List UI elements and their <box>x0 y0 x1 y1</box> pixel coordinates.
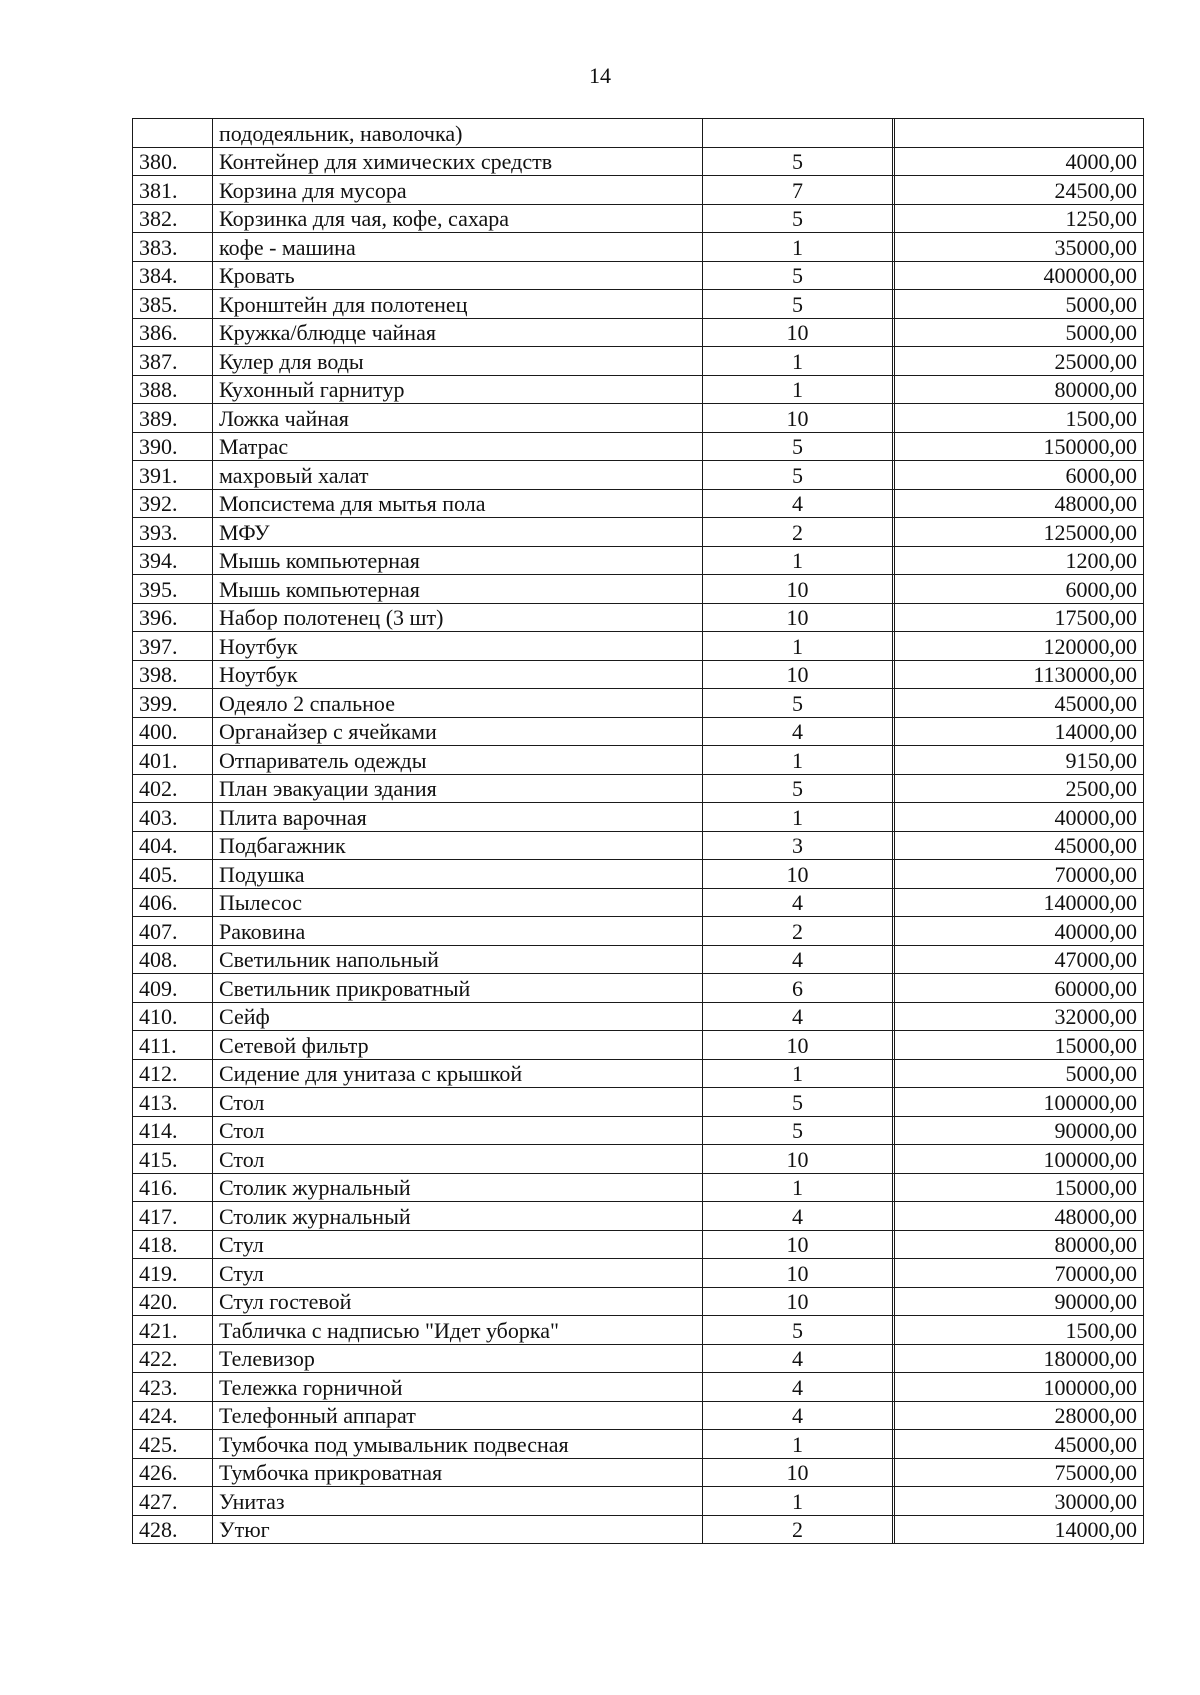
item-name-cell: Набор полотенец (3 шт) <box>213 603 703 632</box>
row-number-cell: 398. <box>133 660 213 689</box>
quantity-cell: 4 <box>703 717 893 746</box>
quantity-cell: 1 <box>703 1487 893 1516</box>
table-row <box>133 945 1144 974</box>
table-row <box>133 461 1144 490</box>
amount-cell: 32000,00 <box>895 1002 1144 1031</box>
row-number-cell: 397. <box>133 632 213 661</box>
item-name-cell: Мышь компьютерная <box>213 546 703 575</box>
table-row <box>133 1458 1144 1487</box>
row-number-cell: 409. <box>133 974 213 1003</box>
quantity-cell <box>703 119 893 148</box>
quantity-cell: 5 <box>703 689 893 718</box>
amount-cell: 1500,00 <box>895 1316 1144 1345</box>
row-number-cell: 405. <box>133 860 213 889</box>
quantity-cell: 4 <box>703 1344 893 1373</box>
amount-cell: 5000,00 <box>895 318 1144 347</box>
item-name-cell: Ложка чайная <box>213 404 703 433</box>
row-number-cell: 382. <box>133 204 213 233</box>
quantity-cell: 1 <box>703 233 893 262</box>
quantity-cell: 5 <box>703 461 893 490</box>
row-number-cell: 404. <box>133 831 213 860</box>
amount-cell: 45000,00 <box>895 1430 1144 1459</box>
table-row <box>133 632 1144 661</box>
row-number-cell: 395. <box>133 575 213 604</box>
table-row <box>133 1344 1144 1373</box>
row-number-cell: 383. <box>133 233 213 262</box>
item-name-cell: МФУ <box>213 518 703 547</box>
item-name-cell: Табличка с надписью "Идет уборка" <box>213 1316 703 1345</box>
table-row <box>133 1287 1144 1316</box>
quantity-cell: 3 <box>703 831 893 860</box>
item-name-cell: Кружка/блюдце чайная <box>213 318 703 347</box>
row-number-cell: 402. <box>133 774 213 803</box>
row-number-cell: 408. <box>133 945 213 974</box>
item-name-cell: Столик журнальный <box>213 1173 703 1202</box>
row-number-cell: 414. <box>133 1116 213 1145</box>
table-row <box>133 404 1144 433</box>
row-number-cell: 426. <box>133 1458 213 1487</box>
item-name-cell: Унитаз <box>213 1487 703 1516</box>
item-name-cell: Подбагажник <box>213 831 703 860</box>
quantity-cell: 4 <box>703 888 893 917</box>
row-number-cell: 391. <box>133 461 213 490</box>
row-number-cell: 410. <box>133 1002 213 1031</box>
amount-cell: 35000,00 <box>895 233 1144 262</box>
amount-cell: 75000,00 <box>895 1458 1144 1487</box>
table-row <box>133 489 1144 518</box>
amount-cell: 70000,00 <box>895 860 1144 889</box>
row-number-cell: 418. <box>133 1230 213 1259</box>
table-row <box>133 660 1144 689</box>
quantity-cell: 5 <box>703 290 893 319</box>
item-name-cell: План эвакуации здания <box>213 774 703 803</box>
item-name-cell: Кулер для воды <box>213 347 703 376</box>
row-number-cell: 407. <box>133 917 213 946</box>
table-row <box>133 1515 1144 1544</box>
table-row <box>133 1430 1144 1459</box>
table-row <box>133 347 1144 376</box>
item-name-cell: Ноутбук <box>213 632 703 661</box>
row-number-cell: 385. <box>133 290 213 319</box>
item-name-cell: Контейнер для химических средств <box>213 147 703 176</box>
amount-cell: 100000,00 <box>895 1145 1144 1174</box>
quantity-cell: 5 <box>703 1116 893 1145</box>
item-name-cell: Мопсистема для мытья пола <box>213 489 703 518</box>
amount-cell: 80000,00 <box>895 1230 1144 1259</box>
row-number-cell: 390. <box>133 432 213 461</box>
row-number-cell: 392. <box>133 489 213 518</box>
quantity-cell: 1 <box>703 1173 893 1202</box>
table-row <box>133 917 1144 946</box>
quantity-cell: 1 <box>703 1059 893 1088</box>
quantity-cell: 5 <box>703 204 893 233</box>
quantity-cell: 10 <box>703 860 893 889</box>
table-row <box>133 318 1144 347</box>
table-row <box>133 1401 1144 1430</box>
row-number-cell: 399. <box>133 689 213 718</box>
amount-cell: 1500,00 <box>895 404 1144 433</box>
amount-cell: 1200,00 <box>895 546 1144 575</box>
quantity-cell: 1 <box>703 375 893 404</box>
amount-cell: 100000,00 <box>895 1373 1144 1402</box>
quantity-cell: 5 <box>703 432 893 461</box>
table-row <box>133 1316 1144 1345</box>
amount-cell: 1250,00 <box>895 204 1144 233</box>
table-row <box>133 689 1144 718</box>
row-number-cell: 388. <box>133 375 213 404</box>
row-number-cell: 386. <box>133 318 213 347</box>
item-name-cell: Стул <box>213 1230 703 1259</box>
row-number-cell: 406. <box>133 888 213 917</box>
amount-cell: 90000,00 <box>895 1116 1144 1145</box>
item-name-cell: Сетевой фильтр <box>213 1031 703 1060</box>
amount-cell: 80000,00 <box>895 375 1144 404</box>
table-row <box>133 803 1144 832</box>
item-name-cell: Сидение для унитаза с крышкой <box>213 1059 703 1088</box>
item-name-cell: Стол <box>213 1116 703 1145</box>
row-number-cell: 396. <box>133 603 213 632</box>
amount-cell: 6000,00 <box>895 461 1144 490</box>
amount-cell: 6000,00 <box>895 575 1144 604</box>
item-name-cell: кофе - машина <box>213 233 703 262</box>
row-number-cell: 417. <box>133 1202 213 1231</box>
item-name-cell: Плита варочная <box>213 803 703 832</box>
table-row <box>133 1259 1144 1288</box>
amount-cell: 2500,00 <box>895 774 1144 803</box>
amount-cell: 45000,00 <box>895 831 1144 860</box>
quantity-cell: 4 <box>703 1401 893 1430</box>
quantity-cell: 1 <box>703 746 893 775</box>
amount-cell: 25000,00 <box>895 347 1144 376</box>
table-row <box>133 774 1144 803</box>
amount-cell: 40000,00 <box>895 803 1144 832</box>
table-row <box>133 432 1144 461</box>
quantity-cell: 4 <box>703 945 893 974</box>
quantity-cell: 2 <box>703 518 893 547</box>
quantity-cell: 7 <box>703 176 893 205</box>
item-name-cell: Утюг <box>213 1515 703 1544</box>
item-name-cell: Ноутбук <box>213 660 703 689</box>
item-name-cell: Тележка горничной <box>213 1373 703 1402</box>
table-row <box>133 1088 1144 1117</box>
quantity-cell: 10 <box>703 1259 893 1288</box>
row-number-cell: 415. <box>133 1145 213 1174</box>
item-name-cell: Органайзер с ячейками <box>213 717 703 746</box>
quantity-cell: 1 <box>703 1430 893 1459</box>
item-name-cell: Раковина <box>213 917 703 946</box>
item-name-cell: Кухонный гарнитур <box>213 375 703 404</box>
amount-cell: 150000,00 <box>895 432 1144 461</box>
amount-cell: 1130000,00 <box>895 660 1144 689</box>
quantity-cell: 5 <box>703 147 893 176</box>
amount-cell: 400000,00 <box>895 261 1144 290</box>
table-row <box>133 233 1144 262</box>
quantity-cell: 10 <box>703 1031 893 1060</box>
quantity-cell: 10 <box>703 404 893 433</box>
quantity-cell: 1 <box>703 632 893 661</box>
amount-cell: 45000,00 <box>895 689 1144 718</box>
table-row <box>133 1059 1144 1088</box>
amount-cell: 9150,00 <box>895 746 1144 775</box>
quantity-cell: 5 <box>703 1316 893 1345</box>
row-number-cell: 413. <box>133 1088 213 1117</box>
quantity-cell: 2 <box>703 917 893 946</box>
inventory-table-body <box>133 119 1144 1544</box>
amount-cell: 180000,00 <box>895 1344 1144 1373</box>
item-name-cell: Пылесос <box>213 888 703 917</box>
amount-cell: 100000,00 <box>895 1088 1144 1117</box>
amount-cell: 14000,00 <box>895 1515 1144 1544</box>
row-number-cell: 389. <box>133 404 213 433</box>
row-number-cell: 419. <box>133 1259 213 1288</box>
quantity-cell: 1 <box>703 347 893 376</box>
row-number-cell: 428. <box>133 1515 213 1544</box>
table-row <box>133 1173 1144 1202</box>
item-name-cell: Корзина для мусора <box>213 176 703 205</box>
amount-cell: 17500,00 <box>895 603 1144 632</box>
amount-cell: 70000,00 <box>895 1259 1144 1288</box>
amount-cell: 28000,00 <box>895 1401 1144 1430</box>
item-name-cell: Подушка <box>213 860 703 889</box>
table-row <box>133 575 1144 604</box>
table-row <box>133 831 1144 860</box>
inventory-table <box>132 118 1144 1544</box>
table-row <box>133 176 1144 205</box>
table-row <box>133 546 1144 575</box>
table-row <box>133 860 1144 889</box>
table-row <box>133 1002 1144 1031</box>
quantity-cell: 5 <box>703 261 893 290</box>
item-name-cell: Столик журнальный <box>213 1202 703 1231</box>
item-name-cell: Телевизор <box>213 1344 703 1373</box>
item-name-cell: Корзинка для чая, кофе, сахара <box>213 204 703 233</box>
quantity-cell: 10 <box>703 1458 893 1487</box>
item-name-cell: пододеяльник, наволочка) <box>213 119 703 148</box>
quantity-cell: 10 <box>703 1230 893 1259</box>
table-row <box>133 1487 1144 1516</box>
quantity-cell: 4 <box>703 1002 893 1031</box>
row-number-cell: 381. <box>133 176 213 205</box>
row-number-cell: 401. <box>133 746 213 775</box>
quantity-cell: 4 <box>703 489 893 518</box>
row-number-cell: 422. <box>133 1344 213 1373</box>
item-name-cell: Мышь компьютерная <box>213 575 703 604</box>
item-name-cell: Одеяло 2 спальное <box>213 689 703 718</box>
item-name-cell: махровый халат <box>213 461 703 490</box>
table-row <box>133 1373 1144 1402</box>
row-number-cell: 394. <box>133 546 213 575</box>
quantity-cell: 5 <box>703 774 893 803</box>
table-row <box>133 888 1144 917</box>
item-name-cell: Тумбочка прикроватная <box>213 1458 703 1487</box>
quantity-cell: 4 <box>703 1373 893 1402</box>
amount-cell: 125000,00 <box>895 518 1144 547</box>
table-row <box>133 717 1144 746</box>
row-number-cell: 424. <box>133 1401 213 1430</box>
item-name-cell: Стол <box>213 1088 703 1117</box>
row-number-cell: 403. <box>133 803 213 832</box>
item-name-cell: Стул <box>213 1259 703 1288</box>
row-number-cell: 412. <box>133 1059 213 1088</box>
table-row <box>133 1230 1144 1259</box>
table-row <box>133 974 1144 1003</box>
item-name-cell: Отпариватель одежды <box>213 746 703 775</box>
amount-cell: 47000,00 <box>895 945 1144 974</box>
amount-cell <box>895 119 1144 148</box>
item-name-cell: Стол <box>213 1145 703 1174</box>
row-number-cell: 400. <box>133 717 213 746</box>
table-row <box>133 518 1144 547</box>
amount-cell: 30000,00 <box>895 1487 1144 1516</box>
amount-cell: 15000,00 <box>895 1173 1144 1202</box>
table-row <box>133 746 1144 775</box>
row-number-cell: 416. <box>133 1173 213 1202</box>
item-name-cell: Стул гостевой <box>213 1287 703 1316</box>
quantity-cell: 10 <box>703 660 893 689</box>
amount-cell: 24500,00 <box>895 176 1144 205</box>
quantity-cell: 10 <box>703 1287 893 1316</box>
amount-cell: 15000,00 <box>895 1031 1144 1060</box>
item-name-cell: Сейф <box>213 1002 703 1031</box>
amount-cell: 60000,00 <box>895 974 1144 1003</box>
table-row <box>133 1145 1144 1174</box>
item-name-cell: Светильник напольный <box>213 945 703 974</box>
quantity-cell: 5 <box>703 1088 893 1117</box>
table-row <box>133 261 1144 290</box>
amount-cell: 4000,00 <box>895 147 1144 176</box>
amount-cell: 14000,00 <box>895 717 1144 746</box>
quantity-cell: 1 <box>703 803 893 832</box>
item-name-cell: Матрас <box>213 432 703 461</box>
row-number-cell <box>133 119 213 148</box>
amount-cell: 5000,00 <box>895 290 1144 319</box>
row-number-cell: 380. <box>133 147 213 176</box>
quantity-cell: 10 <box>703 1145 893 1174</box>
table-row <box>133 1202 1144 1231</box>
amount-cell: 120000,00 <box>895 632 1144 661</box>
item-name-cell: Светильник прикроватный <box>213 974 703 1003</box>
amount-cell: 140000,00 <box>895 888 1144 917</box>
quantity-cell: 6 <box>703 974 893 1003</box>
table-row <box>133 290 1144 319</box>
amount-cell: 5000,00 <box>895 1059 1144 1088</box>
row-number-cell: 420. <box>133 1287 213 1316</box>
row-number-cell: 411. <box>133 1031 213 1060</box>
page-number: 14 <box>589 63 611 88</box>
table-row <box>133 1031 1144 1060</box>
item-name-cell: Кровать <box>213 261 703 290</box>
row-number-cell: 427. <box>133 1487 213 1516</box>
amount-cell: 48000,00 <box>895 489 1144 518</box>
table-row <box>133 147 1144 176</box>
table-row <box>133 119 1144 148</box>
amount-cell: 90000,00 <box>895 1287 1144 1316</box>
quantity-cell: 10 <box>703 318 893 347</box>
row-number-cell: 387. <box>133 347 213 376</box>
table-row <box>133 1116 1144 1145</box>
item-name-cell: Тумбочка под умывальник подвесная <box>213 1430 703 1459</box>
row-number-cell: 423. <box>133 1373 213 1402</box>
row-number-cell: 421. <box>133 1316 213 1345</box>
row-number-cell: 384. <box>133 261 213 290</box>
amount-cell: 48000,00 <box>895 1202 1144 1231</box>
quantity-cell: 10 <box>703 603 893 632</box>
quantity-cell: 2 <box>703 1515 893 1544</box>
row-number-cell: 425. <box>133 1430 213 1459</box>
item-name-cell: Кронштейн для полотенец <box>213 290 703 319</box>
quantity-cell: 4 <box>703 1202 893 1231</box>
amount-cell: 40000,00 <box>895 917 1144 946</box>
row-number-cell: 393. <box>133 518 213 547</box>
quantity-cell: 10 <box>703 575 893 604</box>
quantity-cell: 1 <box>703 546 893 575</box>
table-row <box>133 204 1144 233</box>
item-name-cell: Телефонный аппарат <box>213 1401 703 1430</box>
table-row <box>133 375 1144 404</box>
table-row <box>133 603 1144 632</box>
